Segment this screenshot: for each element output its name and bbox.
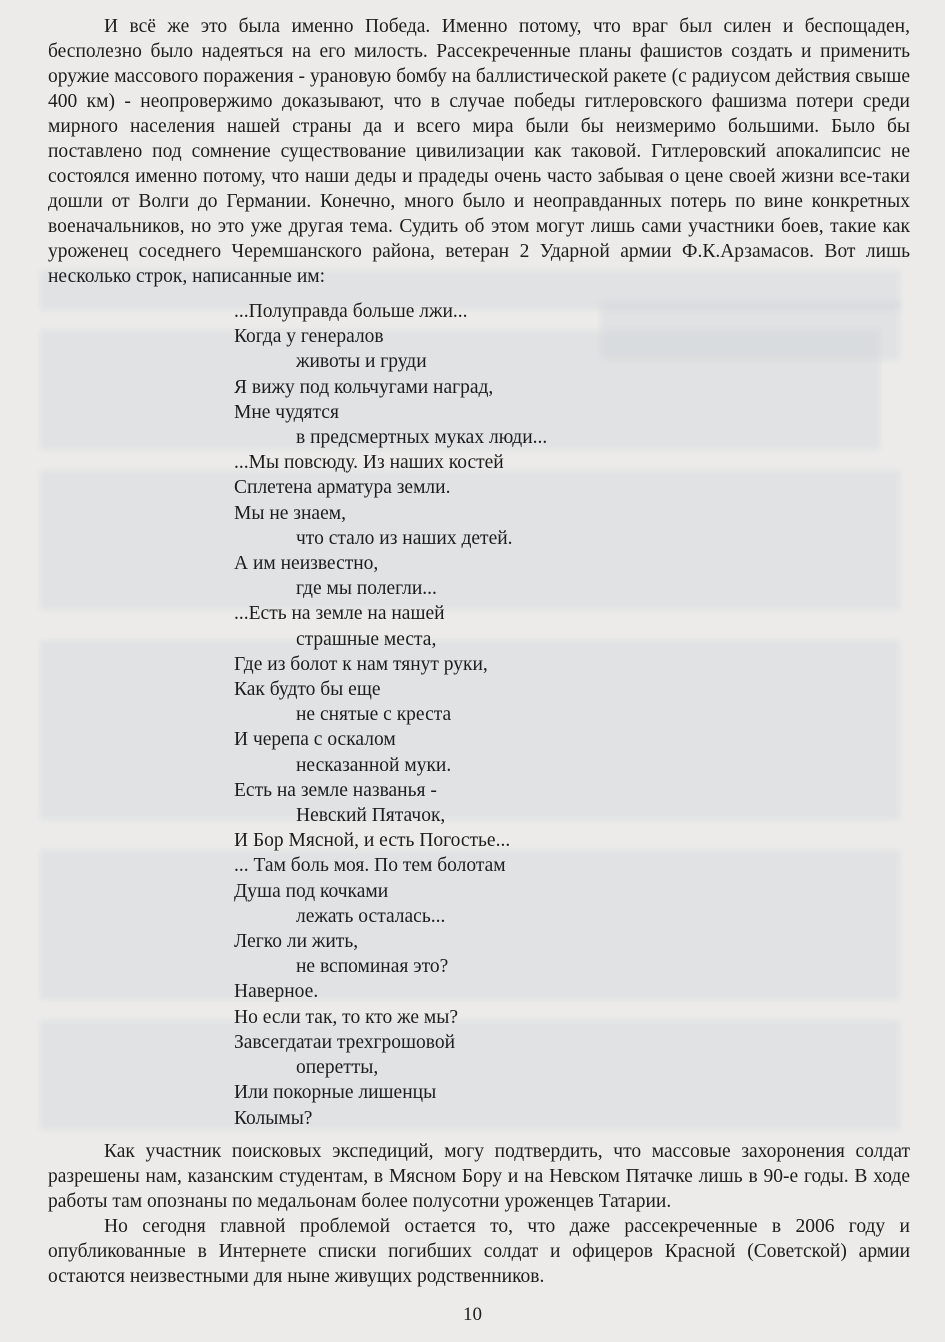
paragraph-intro: И всё же это была именно Победа. Именно потому, что враг был силен и беспощаден, бесполезно было надеяться на его милость. Рассекреченные планы фашистов создать и применить оружие массового поражения - урановую бомбу на баллистической ракете (с радиусом действия свыше 400 км) - неопровержимо доказывают, что в случае победы гитлеровского фашизма потери среди мирного населения нашей страны да и всего мира были бы неизмеримо большими. Было бы поставлено под сомнение существование цивилизации как таковой. Гитлеровский апокалипсис не состоялся именно потому, что наши деды и прадеды очень часто забывая о цене своей жизни все-таки дошли от Волги до Германии. Конечно, много было и неоправданных потерь по вине конкретных военачальников, но это уже другая тема. Судить об этом могут лишь сами участники боев, такие как уроженец соседнего Черемшанского района, ветеран 2 Ударной армии Ф.К.Арзамасов. Вот лишь несколько строк, написанные им: [48,16,910,287]
poem-block [234,299,910,1131]
document-page [48,14,910,1289]
poem-line: не вспоминая это? [296,956,449,978]
paragraph-main-problem: Но сегодня главной проблемой остается то, что даже рассекреченные в 2006 году и опубликованные в Интернете списки погибших солдат и офицеров Красной (Советской) армии остаются неизвестными для ныне живущих родственников. [48,1215,910,1287]
poem-line: Или покорные лишенцы [234,1082,437,1104]
poem-line: Сплетена арматура земли. [234,477,451,499]
poem-line: Мы не знаем, [234,502,346,524]
poem-line: Легко ли жить, [234,931,359,953]
poem-line: Невский Пятачок, [296,805,446,827]
poem-line: Мне чудятся [234,401,339,423]
poem-line: лежать осталась... [296,905,446,927]
poem-line: ...Полуправда больше лжи... [234,301,468,322]
poem-line: ...Есть на земле на нашей [234,603,445,625]
poem-line: страшные места, [296,628,437,650]
poem-line: И Бор Мясной, и есть Погостье... [234,830,511,852]
poem-line: Когда у генералов [234,326,384,348]
poem-line: что стало из наших детей. [296,527,513,549]
page-number: 10 [463,1304,482,1325]
poem-line: Душа под кочками [234,880,389,902]
poem-line: И черепа с оскалом [234,729,396,751]
poem-line: Наверное. [234,981,319,1003]
poem-line: Где из болот к нам тянут руки, [234,653,488,675]
paragraph-search-expeditions: Как участник поисковых экспедиций, могу подтвердить, что массовые захоронения солдат разрешены нам, казанским студентам, в Мясном Бору и на Невском Пятачке лишь в 90-е годы. В ходе работы там опознаны по медальонам более полусотни уроженцев Татарии. [48,1140,910,1212]
poem-line: в предсмертных муках люди... [296,427,548,449]
poem-line: Есть на земле названья - [234,779,437,801]
poem-line: животы и груди [296,351,427,373]
poem-line: А им неизвестно, [234,553,379,575]
poem-line: несказанной муки. [296,754,452,776]
poem-line: не снятые с креста [296,704,452,726]
poem-line: ...Мы повсюду. Из наших костей [234,452,504,474]
poem-line: Как будто бы еще [234,679,381,701]
poem-line: ... Там боль моя. По тем болотам [234,855,506,877]
poem-line: Но если так, то кто же мы? [234,1006,459,1028]
poem-line: оперетты, [296,1057,379,1079]
poem-line: Колымы? [234,1107,313,1129]
poem-line: Я вижу под кольчугами наград, [234,376,494,398]
poem-line: Завсегдатаи трехгрошовой [234,1031,456,1053]
poem-line: где мы полегли... [296,578,437,600]
